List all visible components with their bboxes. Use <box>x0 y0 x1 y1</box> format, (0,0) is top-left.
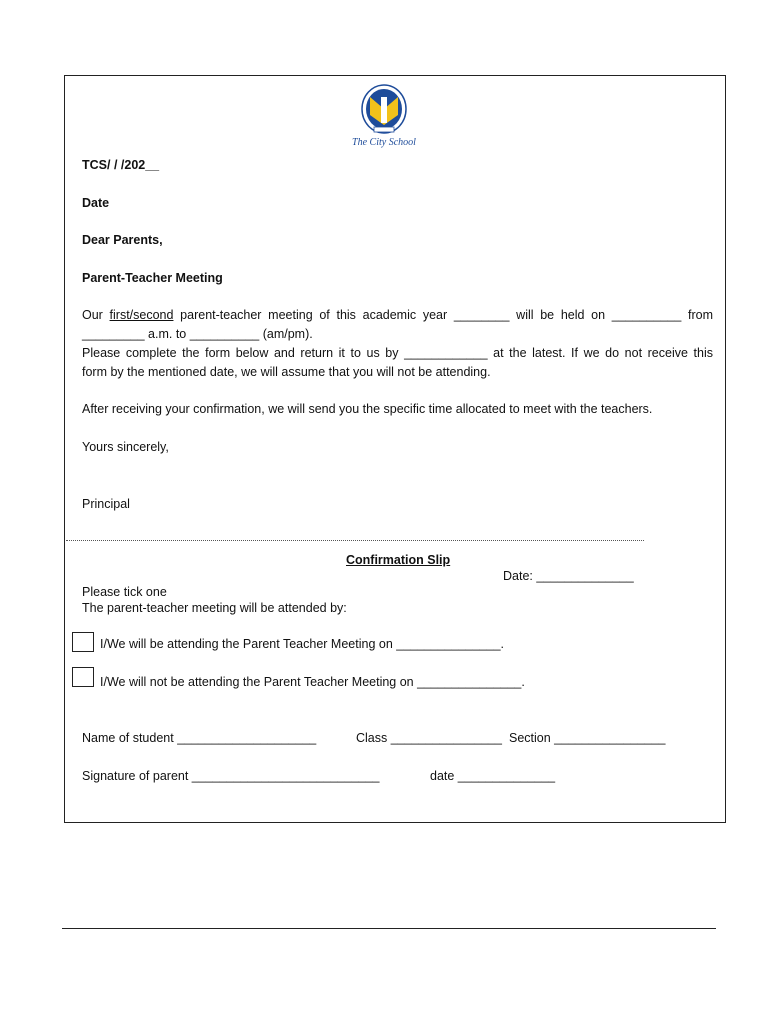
closing: Yours sincerely, <box>82 440 169 454</box>
date-label: Date <box>82 196 110 210</box>
meeting-ordinal: first/second <box>109 308 174 322</box>
paragraph-meeting-details <box>82 306 713 382</box>
cut-line <box>66 540 644 541</box>
page-bottom-rule <box>62 928 716 929</box>
option-attending-label: I/We will be attending the Parent Teacher Meeting on _______________. <box>100 637 504 651</box>
paragraph-line <box>82 306 713 325</box>
paragraph-line: form by the mentioned date, we will assume that you will not be attending. <box>82 365 491 379</box>
attending-checkbox[interactable] <box>72 632 94 652</box>
slip-attended-by: The parent-teacher meeting will be attended by: <box>82 601 347 615</box>
salutation: Dear Parents, <box>82 233 163 247</box>
reference-number: TCS/ / /202__ <box>82 158 160 172</box>
paragraph-line: Please complete the form below and return it to us by ____________ at the latest. If we do not receive this <box>82 346 713 360</box>
student-name-field: Name of student ____________________ <box>82 731 317 745</box>
text-fragment: Our <box>82 308 110 322</box>
signature-date-field: date ______________ <box>430 769 556 783</box>
parent-signature-field: Signature of parent ___________________________ <box>82 769 380 783</box>
subject-heading: Parent-Teacher Meeting <box>82 271 223 285</box>
slip-instruction: Please tick one <box>82 585 167 599</box>
text-fragment: parent-teacher meeting of this academic year ________ will be held on __________ from <box>173 308 713 322</box>
paragraph-line: _________ a.m. to __________ (am/pm). <box>82 327 313 341</box>
option-not-attending-label: I/We will not be attending the Parent Teacher Meeting on _______________. <box>100 675 525 689</box>
signoff-principal: Principal <box>82 497 130 511</box>
slip-title: Confirmation Slip <box>346 553 451 567</box>
not-attending-checkbox[interactable] <box>72 667 94 687</box>
class-field: Class ________________ <box>356 731 502 745</box>
logo-caption: The City School <box>352 137 416 148</box>
slip-date-field: Date: ______________ <box>503 569 634 583</box>
paragraph-confirmation: After receiving your confirmation, we will send you the specific time allocated to meet with the teachers. <box>82 402 653 416</box>
section-field: Section ________________ <box>509 731 666 745</box>
